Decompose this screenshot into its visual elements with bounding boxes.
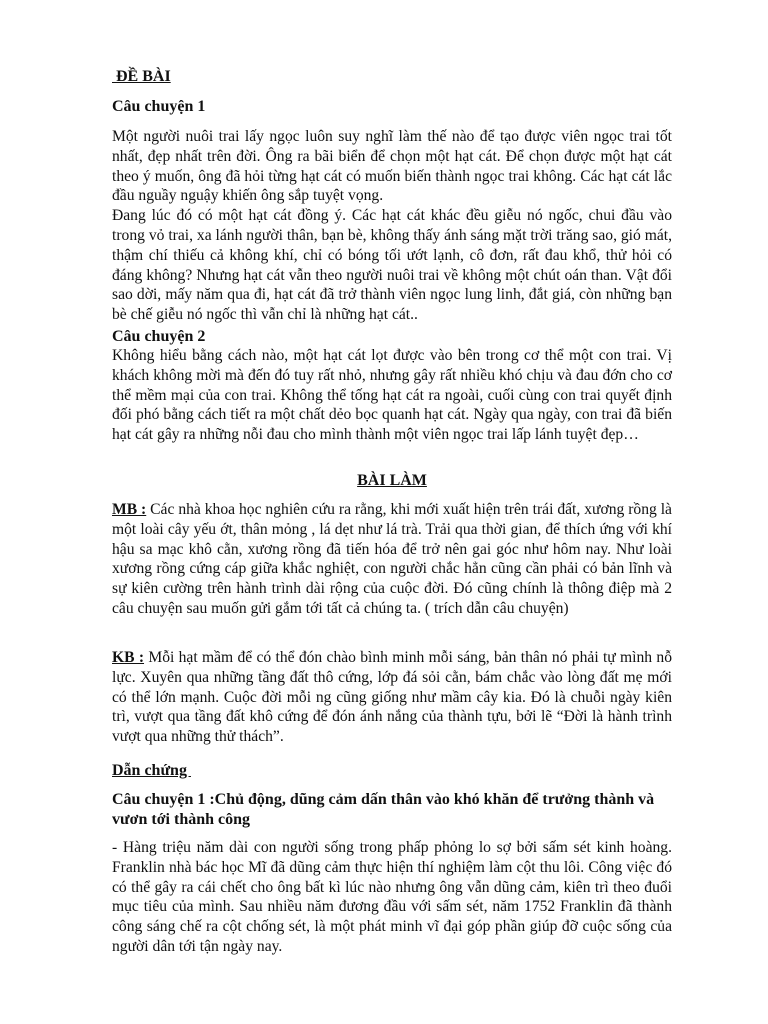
bai-lam-heading: BÀI LÀM [357, 472, 427, 489]
mb-label: MB : [112, 501, 147, 518]
kb-text: Mỗi hạt mầm để có thể đón chào bình minh mỗi sáng, bản thân nó phải tự mình nỗ lực. Xuyên qua những tầng đất thô cứng, lớp đá sỏi cằn, bám chắc vào lòng đất mẹ mới có thể lớn mạnh. Cuộc đời mỗi ng cũng giống như mầm cây kia. Đó là chuỗi ngày kiên trì, vượt qua tầng đất khô cứng để đón ánh nắng của thành tựu, bởi lẽ “Đời là hành trình vượt qua những thử thách”. [112, 649, 672, 746]
kb-label: KB : [112, 649, 145, 666]
story1-body [112, 127, 672, 325]
dan-chung-heading: Dẫn chứng [112, 762, 191, 779]
story2-body [112, 346, 672, 445]
kb-paragraph [112, 648, 672, 747]
dan-chung-body [112, 838, 672, 957]
dan-chung-story-heading: Câu chuyện 1 :Chủ động, dũng cảm dấn thân vào khó khăn để trưởng thành và vươn tới thành công [112, 791, 655, 828]
story1-paragraph-1: Một người nuôi trai lấy ngọc luôn suy nghĩ làm thế nào để tạo được viên ngọc trai tốt nhất, đẹp nhất trên đời. Ông ra bãi biển để chọn một hạt cát. Để chọn được một hạt cát theo ý muốn, ông đã hỏi từng hạt cát có muốn biến thành ngọc trai không. Các hạt cát lắc đầu nguầy nguậy khiến ông sắp tuyệt vọng. [112, 128, 672, 205]
mb-paragraph [112, 500, 672, 619]
mb-text: Các nhà khoa học nghiên cứu ra rằng, khi mới xuất hiện trên trái đất, xương rồng là một loài cây yếu ớt, thân mỏng , lá dẹt như lá trà. Trải qua thời gian, để thích ứng với khí hậu sa mạc khô cằn, xương rồng đã tiến hóa để trở nên gai góc như hôm nay. Như loài xương rồng cứng cáp giữa khắc nghiệt, con người chắc hẳn cũng cần phải có bản lĩnh và sự kiên cường trên hành trình dài rộng của cuộc đời. Đó cũng chính là thông điệp mà 2 câu chuyện sau muốn gửi gắm tới tất cả chúng ta. ( trích dẫn câu chuyện) [112, 501, 672, 617]
story1-heading: Câu chuyện 1 [112, 98, 206, 115]
story2-paragraph: Không hiểu bằng cách nào, một hạt cát lọt được vào bên trong cơ thể một con trai. Vị khách không mời mà đến đó tuy rất nhỏ, nhưng gây rất nhiều khó chịu và đau đớn cho cơ thể mềm mại của con trai. Không thể tống hạt cát ra ngoài, cuối cùng con trai quyết định đối phó bằng cách tiết ra một chất dẻo bọc quanh hạt cát. Ngày qua ngày, con trai đã biến hạt cát gây ra những nỗi đau cho mình thành một viên ngọc trai lấp lánh tuyệt đẹp… [112, 347, 672, 444]
story2-heading: Câu chuyện 2 [112, 328, 206, 345]
dan-chung-paragraph: - Hàng triệu năm dài con người sống trong phấp phỏng lo sợ bởi sấm sét kinh hoàng. Franklin nhà bác học Mĩ đã dũng cảm thực hiện thí nghiệm làm cột thu lôi. Công việc đó có thể gây ra cái chết cho ông bất kì lúc nào nhưng ông vẫn dũng cảm, kiên trì theo đuổi mục tiêu của mình. Sau nhiều năm đương đầu với sấm sét, năm 1752 Franklin đã thành công sáng chế ra cột chống sét, là một phát minh vĩ đại góp phần giúp đỡ cuộc sống của người dân tới tận ngày nay. [112, 839, 672, 955]
page-title: ĐỀ BÀI [112, 68, 171, 85]
story1-paragraph-2: Đang lúc đó có một hạt cát đồng ý. Các hạt cát khác đều giễu nó ngốc, chui đầu vào trong vỏ trai, xa lánh người thân, bạn bè, không thấy ánh sáng mặt trời trăng sao, gió mát, thậm chí thiếu cả không khí, chỉ có bóng tối ướt lạnh, cô đơn, rất đau khổ, thử hỏi có đáng không? Nhưng hạt cát vẫn theo người nuôi trai về không một chút oán than. Vật đổi sao dời, mấy năm qua đi, hạt cát đã trở thành viên ngọc lung linh, đắt giá, còn những bạn bè chế giễu nó ngốc thì vẫn chỉ là những hạt cát.. [112, 207, 672, 324]
